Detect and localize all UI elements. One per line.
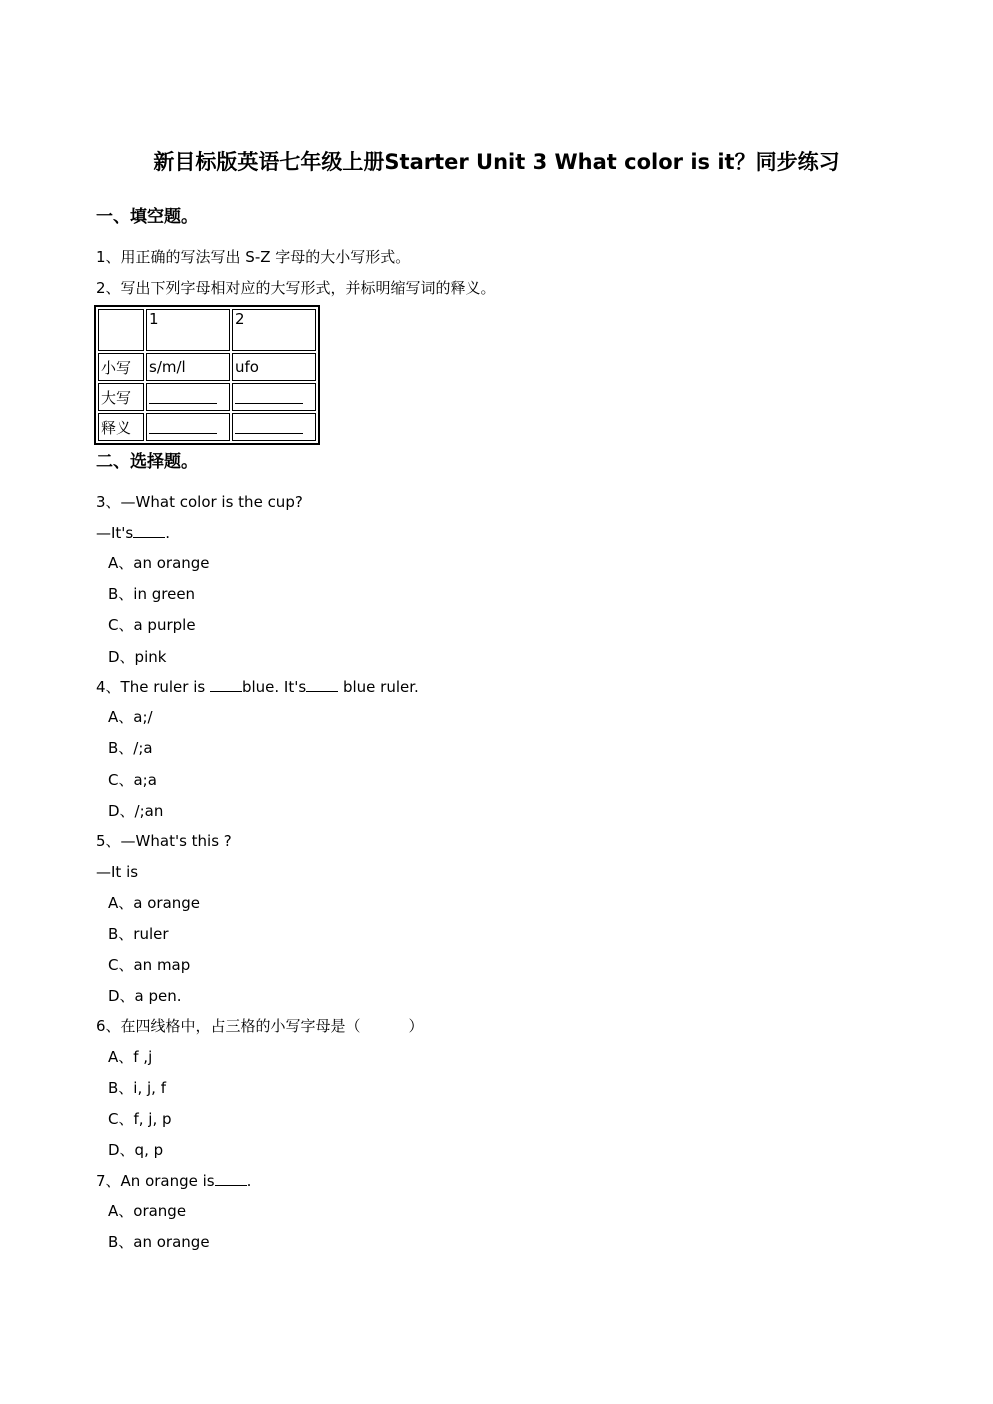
question-text: blue ruler. [338, 678, 419, 696]
question-2: 2、写出下列字母相对应的大写形式，并标明缩写词的释义。 [96, 279, 496, 297]
question-1: 1、用正确的写法写出 S-Z 字母的大小写形式。 [96, 248, 411, 266]
option-a[interactable]: A、orange [108, 1202, 187, 1220]
option-d[interactable]: D、q, p [108, 1141, 164, 1159]
option-b[interactable]: B、ruler [108, 925, 169, 943]
question-4 [96, 676, 419, 698]
option-a[interactable]: A、a orange [108, 894, 201, 912]
option-b[interactable]: B、/;a [108, 739, 153, 757]
table-cell: s/m/l [146, 353, 230, 381]
answer-blank[interactable] [146, 383, 230, 411]
option-c[interactable]: C、f, j, p [108, 1110, 172, 1128]
question-7 [96, 1170, 251, 1192]
option-d[interactable]: D、/;an [108, 802, 164, 820]
answer-suffix: . [165, 524, 171, 542]
table-header-cell: 1 [146, 309, 230, 351]
option-a[interactable]: A、f ,j [108, 1048, 153, 1066]
option-a[interactable]: A、a;/ [108, 708, 153, 726]
option-c[interactable]: C、a purple [108, 616, 196, 634]
table-row [98, 383, 316, 411]
option-a[interactable]: A、an orange [108, 554, 210, 572]
answer-blank[interactable] [232, 383, 316, 411]
option-b[interactable]: B、in green [108, 585, 196, 603]
table-header-cell: 2 [232, 309, 316, 351]
question-text: . [246, 1172, 252, 1190]
row-label: 大写 [98, 383, 144, 411]
question-text: 6、在四线格中，占三格的小写字母是（ [96, 1017, 361, 1035]
option-c[interactable]: C、an map [108, 956, 191, 974]
question-text: blue. It's [241, 678, 307, 696]
table-header-cell [98, 309, 144, 351]
table-row [98, 413, 316, 441]
answer-blank[interactable] [133, 523, 165, 538]
option-d[interactable]: D、pink [108, 648, 167, 666]
table-header-row [98, 309, 316, 351]
answer-blank[interactable] [210, 677, 242, 692]
question-text: ） [408, 1017, 424, 1035]
question-text: 4、The ruler is [96, 678, 210, 696]
option-d[interactable]: D、a pen. [108, 987, 182, 1005]
question-5: 5、—What's this ? [96, 832, 232, 850]
answer-blank[interactable] [232, 413, 316, 441]
answer-blank[interactable] [306, 677, 338, 692]
page-title: 新目标版英语七年级上册Starter Unit 3 What color is it？同步练习 [153, 150, 840, 174]
question-3-answer-line [96, 522, 170, 544]
section-heading-choice: 二、选择题。 [96, 452, 198, 472]
row-label: 小写 [98, 353, 144, 381]
option-b[interactable]: B、i, j, f [108, 1079, 166, 1097]
option-c[interactable]: C、a;a [108, 771, 157, 789]
row-label: 释义 [98, 413, 144, 441]
section-heading-fill-in: 一、填空题。 [96, 207, 198, 227]
question-text: 7、An orange is [96, 1172, 215, 1190]
table-cell: ufo [232, 353, 316, 381]
answer-blank[interactable] [215, 1171, 247, 1186]
question-5-answer-line: —It is [96, 863, 139, 881]
question-6 [96, 1015, 424, 1037]
answer-prefix: —It's [96, 524, 134, 542]
letter-table [94, 305, 320, 445]
table-row [98, 353, 316, 381]
question-3: 3、—What color is the cup? [96, 493, 303, 511]
answer-blank[interactable] [146, 413, 230, 441]
option-b[interactable]: B、an orange [108, 1233, 210, 1251]
